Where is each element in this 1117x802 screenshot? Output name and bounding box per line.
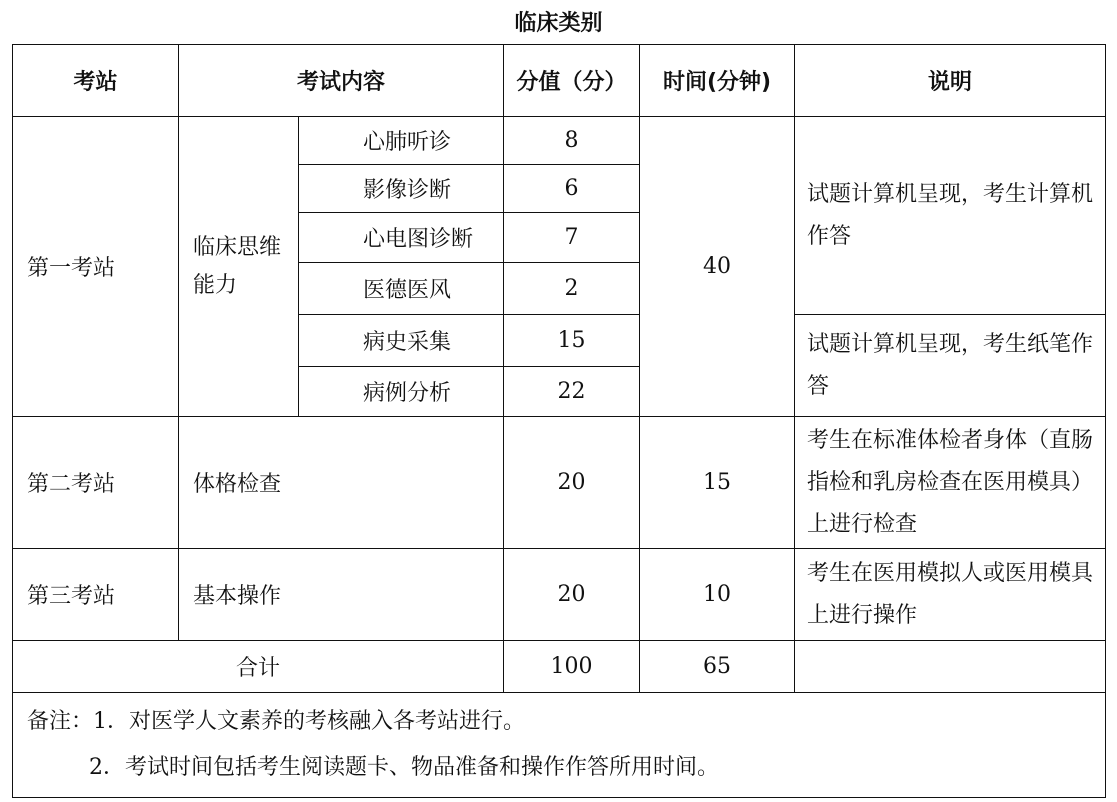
station1-time: 40 bbox=[640, 117, 795, 417]
station1-note-paper: 试题计算机呈现，考生纸笔作答 bbox=[795, 315, 1106, 417]
station1-item-name: 病史采集 bbox=[299, 315, 504, 367]
station1-item-name: 病例分析 bbox=[299, 367, 504, 417]
header-score: 分值（分） bbox=[504, 45, 640, 117]
station2-score: 20 bbox=[504, 417, 640, 549]
table-row bbox=[13, 117, 1106, 165]
total-label: 合计 bbox=[13, 641, 504, 693]
exam-table bbox=[12, 44, 1106, 798]
table-row bbox=[13, 549, 1106, 641]
station2-name: 第二考站 bbox=[13, 417, 179, 549]
station1-item-name: 医德医风 bbox=[299, 263, 504, 315]
station1-item-name: 心电图诊断 bbox=[299, 213, 504, 263]
table-caption: 临床类别 bbox=[514, 11, 603, 36]
station3-name: 第三考站 bbox=[13, 549, 179, 641]
station1-item-score: 7 bbox=[504, 213, 640, 263]
remarks-row bbox=[13, 693, 1106, 798]
header-content: 考试内容 bbox=[179, 45, 504, 117]
total-score: 100 bbox=[504, 641, 640, 693]
station3-note: 考生在医用模拟人或医用模具上进行操作 bbox=[795, 549, 1106, 641]
total-time: 65 bbox=[640, 641, 795, 693]
header-row bbox=[13, 45, 1106, 117]
remark-line-2: 2．考试时间包括考生阅读题卡、物品准备和操作作答所用时间。 bbox=[89, 755, 719, 780]
station1-group: 临床思维能力 bbox=[179, 117, 299, 417]
station1-item-name: 影像诊断 bbox=[299, 165, 504, 213]
remark-line-1: 备注：1．对医学人文素养的考核融入各考站进行。 bbox=[27, 709, 525, 734]
header-note: 说明 bbox=[795, 45, 1106, 117]
remarks-cell bbox=[13, 693, 1106, 798]
header-station: 考站 bbox=[13, 45, 179, 117]
station1-note-computer: 试题计算机呈现，考生计算机作答 bbox=[795, 117, 1106, 315]
station1-item-score: 22 bbox=[504, 367, 640, 417]
station2-content: 体格检查 bbox=[179, 417, 504, 549]
table-row bbox=[13, 417, 1106, 549]
total-note-empty bbox=[795, 641, 1106, 693]
station2-time: 15 bbox=[640, 417, 795, 549]
station1-item-score: 8 bbox=[504, 117, 640, 165]
station1-item-score: 2 bbox=[504, 263, 640, 315]
station3-time: 10 bbox=[640, 549, 795, 641]
station2-note: 考生在标准体检者身体（直肠指检和乳房检查在医用模具）上进行检查 bbox=[795, 417, 1106, 549]
station3-content: 基本操作 bbox=[179, 549, 504, 641]
station1-name: 第一考站 bbox=[13, 117, 179, 417]
station1-item-name: 心肺听诊 bbox=[299, 117, 504, 165]
header-time: 时间(分钟) bbox=[640, 45, 795, 117]
station3-score: 20 bbox=[504, 549, 640, 641]
station1-item-score: 6 bbox=[504, 165, 640, 213]
total-row bbox=[13, 641, 1106, 693]
station1-item-score: 15 bbox=[504, 315, 640, 367]
